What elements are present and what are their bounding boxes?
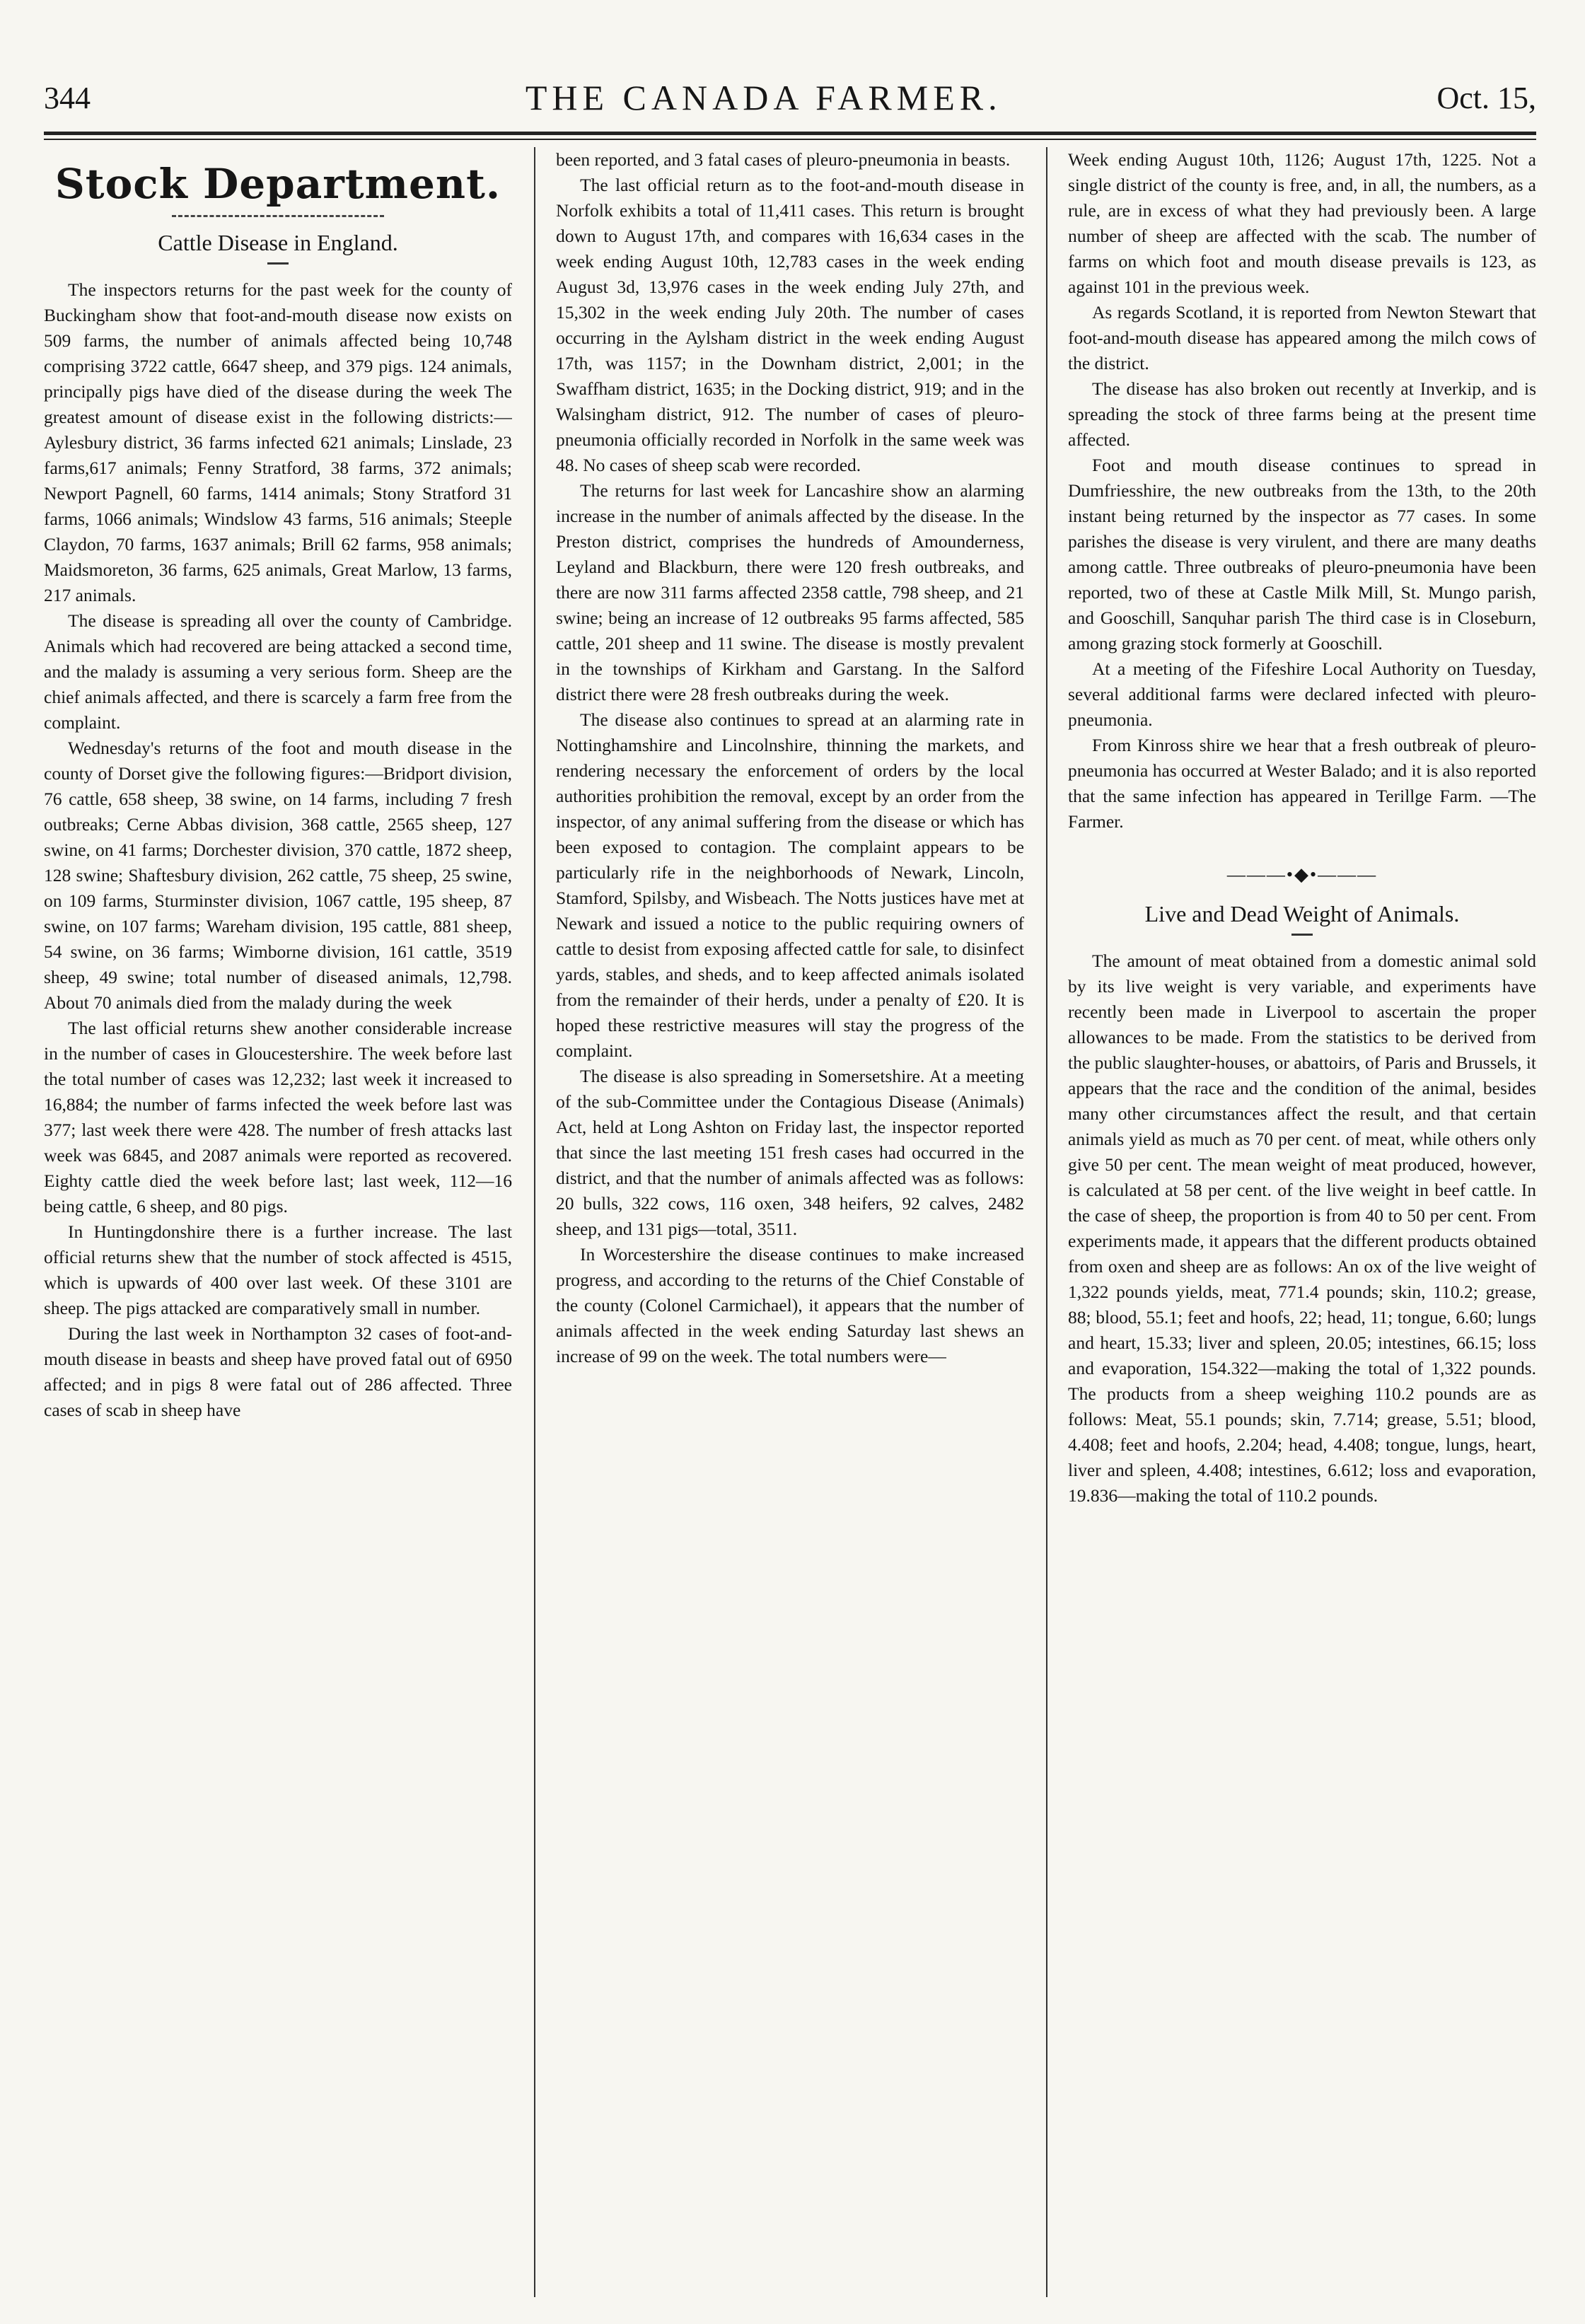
paragraph: As regards Scotland, it is reported from Newton Stewart that foot-and-mouth disease has appeared among the milch cows of the district. <box>1068 302 1536 373</box>
section-title: Stock Department. <box>54 160 501 208</box>
text-columns <box>44 147 1536 2297</box>
paragraph: The disease is also spreading in Somersetshire. At a meeting of the sub-Committee under the Contagious Disease (Animals) Act, held at Long Ashton on Friday last, the inspector reported that since the last meeting 151 fresh cases had occurred in the district, and that the number of animals affected was as follows: 20 bulls, 322 cows, 116 oxen, 348 heifers, 92 calves, 2482 sheep, and 131 pigs—total, 3511. <box>556 1066 1024 1239</box>
article-title-cattle-disease: Cattle Disease in England. <box>158 230 398 255</box>
issue-date: Oct. 15, <box>1436 80 1536 115</box>
page-header <box>44 69 1536 126</box>
column-1 <box>44 147 512 2297</box>
header-rule-thick <box>44 132 1536 135</box>
column-3 <box>1068 147 1536 2297</box>
paragraph: The disease is spreading all over the county of Cambridge. Animals which had recovered are being attacked a second time, and the malady is assuming a very serious form. Sheep are the chief animals affected, and there is scarcely a farm free from the complaint. <box>44 610 512 733</box>
paragraph: The amount of meat obtained from a domestic animal sold by its live weight is very variable, and experiments have recently been made in Liverpool to ascertain the proper allowances to be made. From the statistics to be derived from the public slaughter-houses, or abattoirs, of Paris and Brussels, it appears that the race and the condition of the animal, besides many other circumstances affect the result, and that certain animals yield as much as 70 per cent. of meat, while others only give 50 per cent. The mean weight of meat produced, however, is calculated at 58 per cent. of the live weight in beef cattle. In the case of sheep, the proportion is from 40 to 50 per cent. From experiments made, it appears that the different products obtained from oxen and sheep are as follows: An ox of the live weight of 1,322 pounds yields, meat, 771.4 pounds; skin, 110.2; grease, 88; blood, 55.1; feet and hoofs, 22; head, 11; tongue, 6.60; lungs and heart, 15.33; liver and spleen, 20.05; intestines, 66.15; loss and evaporation, 154.322—making the total of 1,322 pounds. The products from a sheep weighing 110.2 pounds are as follows: Meat, 55.1 pounds; skin, 7.714; grease, 5.51; blood, 4.408; feet and hoofs, 2.204; head, 4.408; tongue, lungs, heart, liver and spleen, 4.408; intestines, 6.612; loss and evaporation, 19.836—making the total of 110.2 pounds. <box>1068 951 1536 1506</box>
column-divider <box>1046 147 1047 2297</box>
ornament-divider: ———•◆•——— <box>1226 864 1378 885</box>
paragraph: Week ending August 10th, 1126; August 17th, 1225. Not a single district of the county is free, and, in all, the numbers, as a rule, are in excess of what they had previously been. A large number of sheep are affected with the scab. The number of farms on which foot and mouth disease prevails is 123, as against 101 in the previous week. <box>1068 149 1536 297</box>
paragraph: At a meeting of the Fifeshire Local Authority on Tuesday, several additional farms were declared infected with pleuro-pneumonia. <box>1068 658 1536 730</box>
paragraph: In Huntingdonshire there is a further increase. The last official returns shew that the number of stock affected is 4515, which is upwards of 400 over last week. Of these 3101 are sheep. The pigs attacked are comparatively small in number. <box>44 1221 512 1318</box>
paragraph: The last official returns shew another considerable increase in the number of cases in Gloucestershire. The week before last the total number of cases was 12,232; last week it increased to 16,884; the number of farms infected the week before last was 377; last week there were 428. The number of fresh attacks last week was 6845, and 2087 animals were reported as recovered. Eighty cattle died the week before last; last week, 112—16 being cattle, 6 sheep, and 80 pigs. <box>44 1018 512 1216</box>
masthead: THE CANADA FARMER. <box>525 78 1002 117</box>
header-rule-thin <box>44 139 1536 140</box>
paragraph: Foot and mouth disease continues to spread in Dumfriesshire, the new outbreaks from the 13th, to the 20th instant being returned by the inspector as 77 cases. In some parishes the disease is very virulent, and there are many deaths among cattle. Three outbreaks of pleuro-pneumonia have been reported, two of these at Castle Milk Mill, St. Mungo parish, and Gooschill, Sanquhar parish The third case is in Closeburn, among grazing stock formerly at Gooschill. <box>1068 455 1536 653</box>
paragraph: From Kinross shire we hear that a fresh outbreak of pleuro-pneumonia has occurred at Wester Balado; and it is also reported that the same infection has appeared in Terillge Farm. —The Farmer. <box>1068 735 1536 832</box>
paragraph: The disease also continues to spread at an alarming rate in Nottinghamshire and Lincolnshire, thinning the markets, and rendering necessary the enforcement of orders by the local authorities prohibition the removal, except by an order from the inspector, of any animal suffering from the disease or which has been exposed to contagion. The complaint appears to be particularly rife in the neighborhoods of Newark, Lincoln, Stamford, Spilsby, and Wisbeach. The Notts justices have met at Newark and issued a notice to the public requiring owners of cattle to desist from exposing affected cattle for sale, to disinfect yards, stables, and sheds, and to keep affected animals isolated from the remainder of their herds, under a penalty of £20. It is hoped these restrictive measures will stay the progress of the complaint. <box>556 709 1024 1061</box>
paragraph: The inspectors returns for the past week for the county of Buckingham show that foot-and-mouth disease now exists on 509 farms, the number of animals affected being 10,748 comprising 3722 cattle, 6647 sheep, and 379 pigs. 124 animals, principally pigs have died of the disease during the week The greatest amount of disease exist in the following districts:—Aylesbury district, 36 farms infected 621 animals; Linslade, 23 farms,617 animals; Fenny Stratford, 38 farms, 372 animals; Newport Pagnell, 60 farms, 1414 animals; Stony Stratford 31 farms, 1066 animals; Windslow 43 farms, 516 animals; Steeple Claydon, 70 farms, 1637 animals; Brill 62 farms, 958 animals; Maidsmoreton, 36 farms, 625 animals, Great Marlow, 13 farms, 217 animals. <box>44 279 512 605</box>
paragraph: During the last week in Northampton 32 cases of foot-and-mouth disease in beasts and sheep have proved fatal out of 6950 affected; and in pigs 8 were fatal out of 286 affected. Three cases of scab in sheep have <box>44 1323 512 1420</box>
paragraph: been reported, and 3 fatal cases of pleuro-pneumonia in beasts. <box>556 149 1011 170</box>
paragraph: In Worcestershire the disease continues to make increased progress, and according to the returns of the Chief Constable of the county (Colonel Carmichael), it appears that the number of animals affected in the week ending Saturday last shews an increase of 99 on the week. The total numbers were— <box>556 1244 1024 1366</box>
paragraph: Wednesday's returns of the foot and mouth disease in the county of Dorset give the following figures:—Bridport division, 76 cattle, 658 sheep, 38 swine, on 14 farms, including 7 fresh outbreaks; Cerne Abbas division, 368 cattle, 2565 sheep, 127 swine, on 41 farms; Dorchester division, 370 cattle, 1872 sheep, 128 swine; Shaftesbury division, 262 cattle, 75 sheep, 25 swine, on 109 farms, Sturminster division, 1067 cattle, 195 sheep, 87 swine, on 107 farms; Wareham division, 195 cattle, 881 sheep, 54 swine, on 36 farms; Wimborne division, 161 cattle, 3519 sheep, 49 swine; total number of diseased animals, 12,798. About 70 animals died from the malady during the week <box>44 738 512 1013</box>
section-rule <box>172 215 384 217</box>
page-number: 344 <box>44 80 91 115</box>
column-divider <box>534 147 535 2297</box>
column-2 <box>556 147 1024 2297</box>
title-rule <box>267 262 289 265</box>
paragraph: The disease has also broken out recently at Inverkip, and is spreading the stock of three farms being at the present time affected. <box>1068 378 1536 450</box>
article-title-live-dead-weight: Live and Dead Weight of Animals. <box>1144 901 1460 926</box>
paragraph: The returns for last week for Lancashire show an alarming increase in the number of animals affected by the disease. In the Preston district, comprises the hundreds of Amounderness, Leyland and Blackburn, there were 120 fresh outbreaks, and there are now 311 farms affected 2358 cattle, 798 sheep, and 21 swine; being an increase of 12 outbreaks 95 farms affected, 585 cattle, 201 sheep and 11 swine. The disease is mostly prevalent in the townships of Kirkham and Garstang. In the Salford district there were 28 fresh outbreaks during the week. <box>556 480 1024 704</box>
paragraph: The last official return as to the foot-and-mouth disease in Norfolk exhibits a total of 11,411 cases. This return is brought down to August 17th, and compares with 16,634 cases in the week ending August 10th, 12,783 cases in the week ending August 3d, 13,976 cases in the week ending July 27th, and 15,302 in the week ending July 20th. The number of cases occurring in the Aylsham district in the week ending August 17th, was 1157; in the Downham district, 2,001; in the Swaffham district, 1635; in the Docking district, 919; and in the Walsingham district, 912. The number of cases of pleuro-pneumonia officially recorded in Norfolk in the same week was 48. No cases of sheep scab were recorded. <box>556 175 1024 475</box>
title-rule <box>1291 934 1313 936</box>
